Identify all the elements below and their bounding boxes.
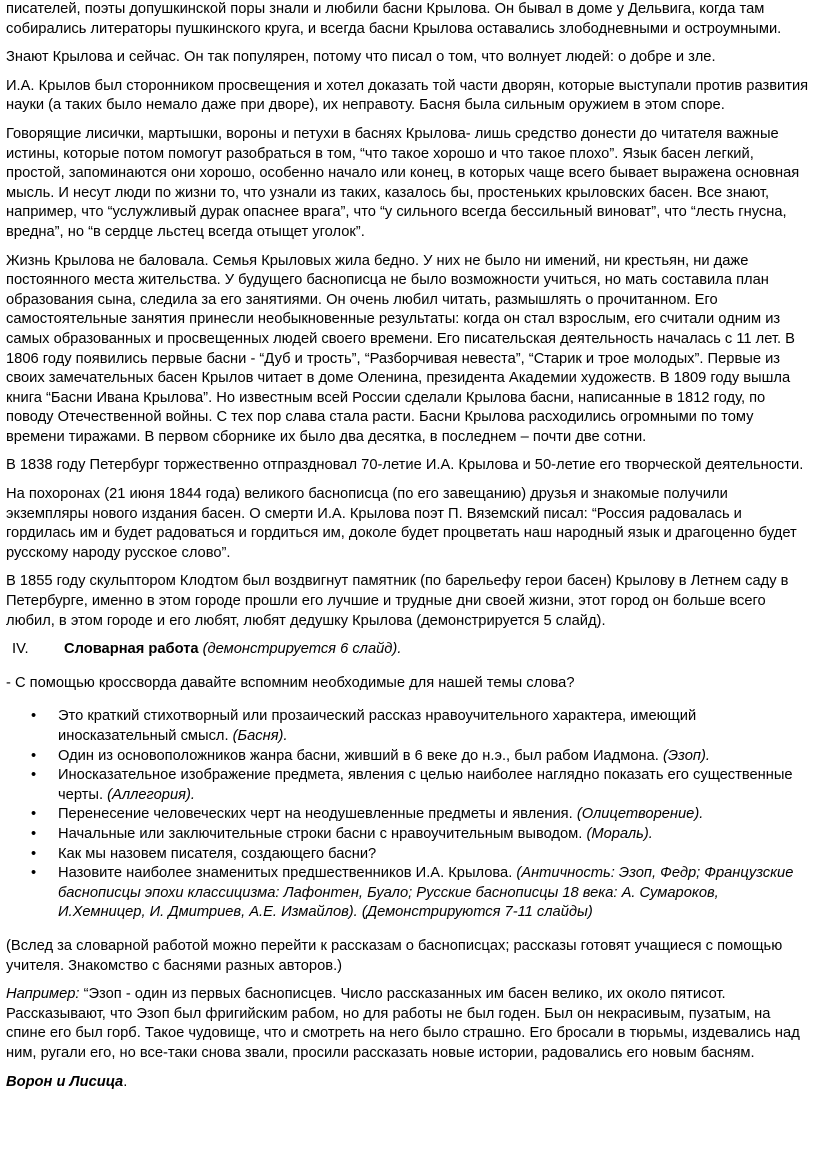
list-item: • Один из основоположников жанра басни, живший в 6 веке до н.э., был рабом Иадмона. (Эзоп).: [58, 747, 810, 767]
paragraph-8: В 1855 году скульптором Клодтом был воздвигнут памятник (по барельефу герои басен) Крылову в Летнем саду в Петербурге, именно в этом городе прошли его лучшие и трудные дни своей жизни, этот город он больше всего любил, в этом городе и его любят, любят дедушку Крылова (демонстрируется 5 слайд).: [6, 573, 789, 629]
fable-title: Ворон и Лисица: [6, 1073, 124, 1090]
definitions-list: [6, 707, 810, 923]
section-note: (демонстрируется 6 слайд).: [198, 641, 402, 658]
crossword-question: - С помощью кроссворда давайте вспомним необходимые для нашей темы слова?: [6, 674, 575, 691]
section-title: Словарная работа: [64, 641, 199, 658]
section-heading-text: [64, 640, 401, 660]
list-item: • Иносказательное изображение предмета, явления с целью наиболее наглядно показать его существенные черты. (Аллегория).: [58, 766, 810, 805]
paragraph-4: Говорящие лисички, мартышки, вороны и петухи в баснях Крылова- лишь средство донести до читателя важные истины, которые потом помогут разобраться в том, “что такое хорошо и что такое плохо”. Язык басен легкий, простой, запоминаются они хорошо, особенно начало или конец, в которых чаще всего бывает выражена основная мысль. И несут люди по жизни то, что узнали из таких, казалось бы, простеньких крыловских басен. Все знают, например, что “услужливый дурак опаснее врага”, что “у сильного всегда бессильный виноват”, что “лесть гнусна, вредна”, но “в сердце льстец всегда отыщет уголок”.: [6, 125, 800, 240]
list-item: • Как мы назовем писателя, создающего басни?: [58, 845, 810, 865]
paragraph-2: Знают Крылова и сейчас. Он так популярен, потому что писал о том, что волнует людей: о добре и зле.: [6, 49, 716, 66]
list-item: • Назовите наиболее знаменитых предшественников И.А. Крылова. (Античность: Эзоп, Федр; Французские баснописцы эпохи классицизма: Лафонтен, Буало; Русские баснописцы 18 века: А. Сумароков, И.Хемницер, И. Дмитриев, А.Е. Измайлов). (Демонстрируются 7-11 слайды): [58, 864, 810, 923]
fable-heading: Ворон и Лисица.: [6, 1073, 128, 1090]
paragraph-6: В 1838 году Петербург торжественно отпраздновал 70-летие И.А. Крылова и 50-летие его творческой деятельности.: [6, 457, 804, 474]
paragraph-1: писателей, поэты допушкинской поры знали и любили басни Крылова. Он бывал в доме у Дельвига, когда там собирались литераторы пушкинского круга, и всегда басни Крылова оставались злободневными и остроумными.: [6, 1, 782, 37]
paragraph-7: На похоронах (21 июня 1844 года) великого баснописца (по его завещанию) друзья и знакомые получили экземпляры нового издания басен. О смерти И.А. Крылова поэт П. Вяземский писал: “Россия радовалась и гордилась им и будет радоваться и гордиться им, доколе будет процветать наш народный язык и драгоценно будет русскому народу русское слово”.: [6, 486, 797, 561]
list-item: • Перенесение человеческих черт на неодушевленные предметы и явления. (Олицетворение).: [58, 805, 810, 825]
list-item: • Начальные или заключительные строки басни с нравоучительным выводом. (Мораль).: [58, 825, 810, 845]
section-heading: [6, 640, 810, 660]
paragraph-5: Жизнь Крылова не баловала. Семья Крыловых жила бедно. У них не было ни имений, ни крестьян, ни даже постоянного места жительства. У будущего баснописца не было возможности учиться, но мать составила план образования сына, следила за его занятиями. Он очень любил читать, размышлять о прочитанном. Его самостоятельные занятия принесли необыкновенные результаты: когда он стал взрослым, его считали одним из самых образованных и просвещенных людей своего времени. Его писательская деятельность началась с 11 лет. В 1806 году появились первые басни - “Дуб и трость”, “Разборчивая невеста”, “Старик и трое молодых”. Первые из своих замечательных басен Крылов читает в доме Оленина, президента Академии художеств. В 1809 году вышла книга “Басни Ивана Крылова”. Но известным всей России сделали Крылова басни, написанные в 1812 году, по поводу Отечественной войны. С тех пор слава стала расти. Басни Крылова расходились огромными по тому времени тиражами. В первом сборнике их было два десятка, в последнем – почти две сотни.: [6, 252, 795, 445]
after-note: (Вслед за словарной работой можно перейти к рассказам о баснописцах; рассказы готовят учащиеся с помощью учителя. Знакомство с баснями разных авторов.): [6, 937, 783, 974]
example-label: Например:: [6, 986, 80, 1003]
section-number: IV.: [12, 641, 29, 658]
example-text: “Эзоп - один из первых баснописцев. Число рассказанных им басен велико, их около пятисот. Рассказывают, что Эзоп был фригийским рабом, но для работы не был годен. Был он некрасивым, пузатым, на спине его был горб. Такое чудовище, что и смотреть на него было страшно. Его бросали в тюрьмы, издевались над ним, ругали его, но все-таки снова звали, просили рассказать новые истории, радовались его новым басням.: [6, 986, 800, 1061]
list-item: • Это краткий стихотворный или прозаический рассказ нравоучительного характера, имеющий иносказательный смысл. (Басня).: [58, 707, 810, 746]
paragraph-3: И.А. Крылов был сторонником просвещения и хотел доказать той части дворян, которые выступали против развития науки (а таких было немало даже при дворе), их неправоту. Басня была сильным оружием в этом споре.: [6, 77, 809, 114]
example-paragraph: [6, 985, 810, 1063]
